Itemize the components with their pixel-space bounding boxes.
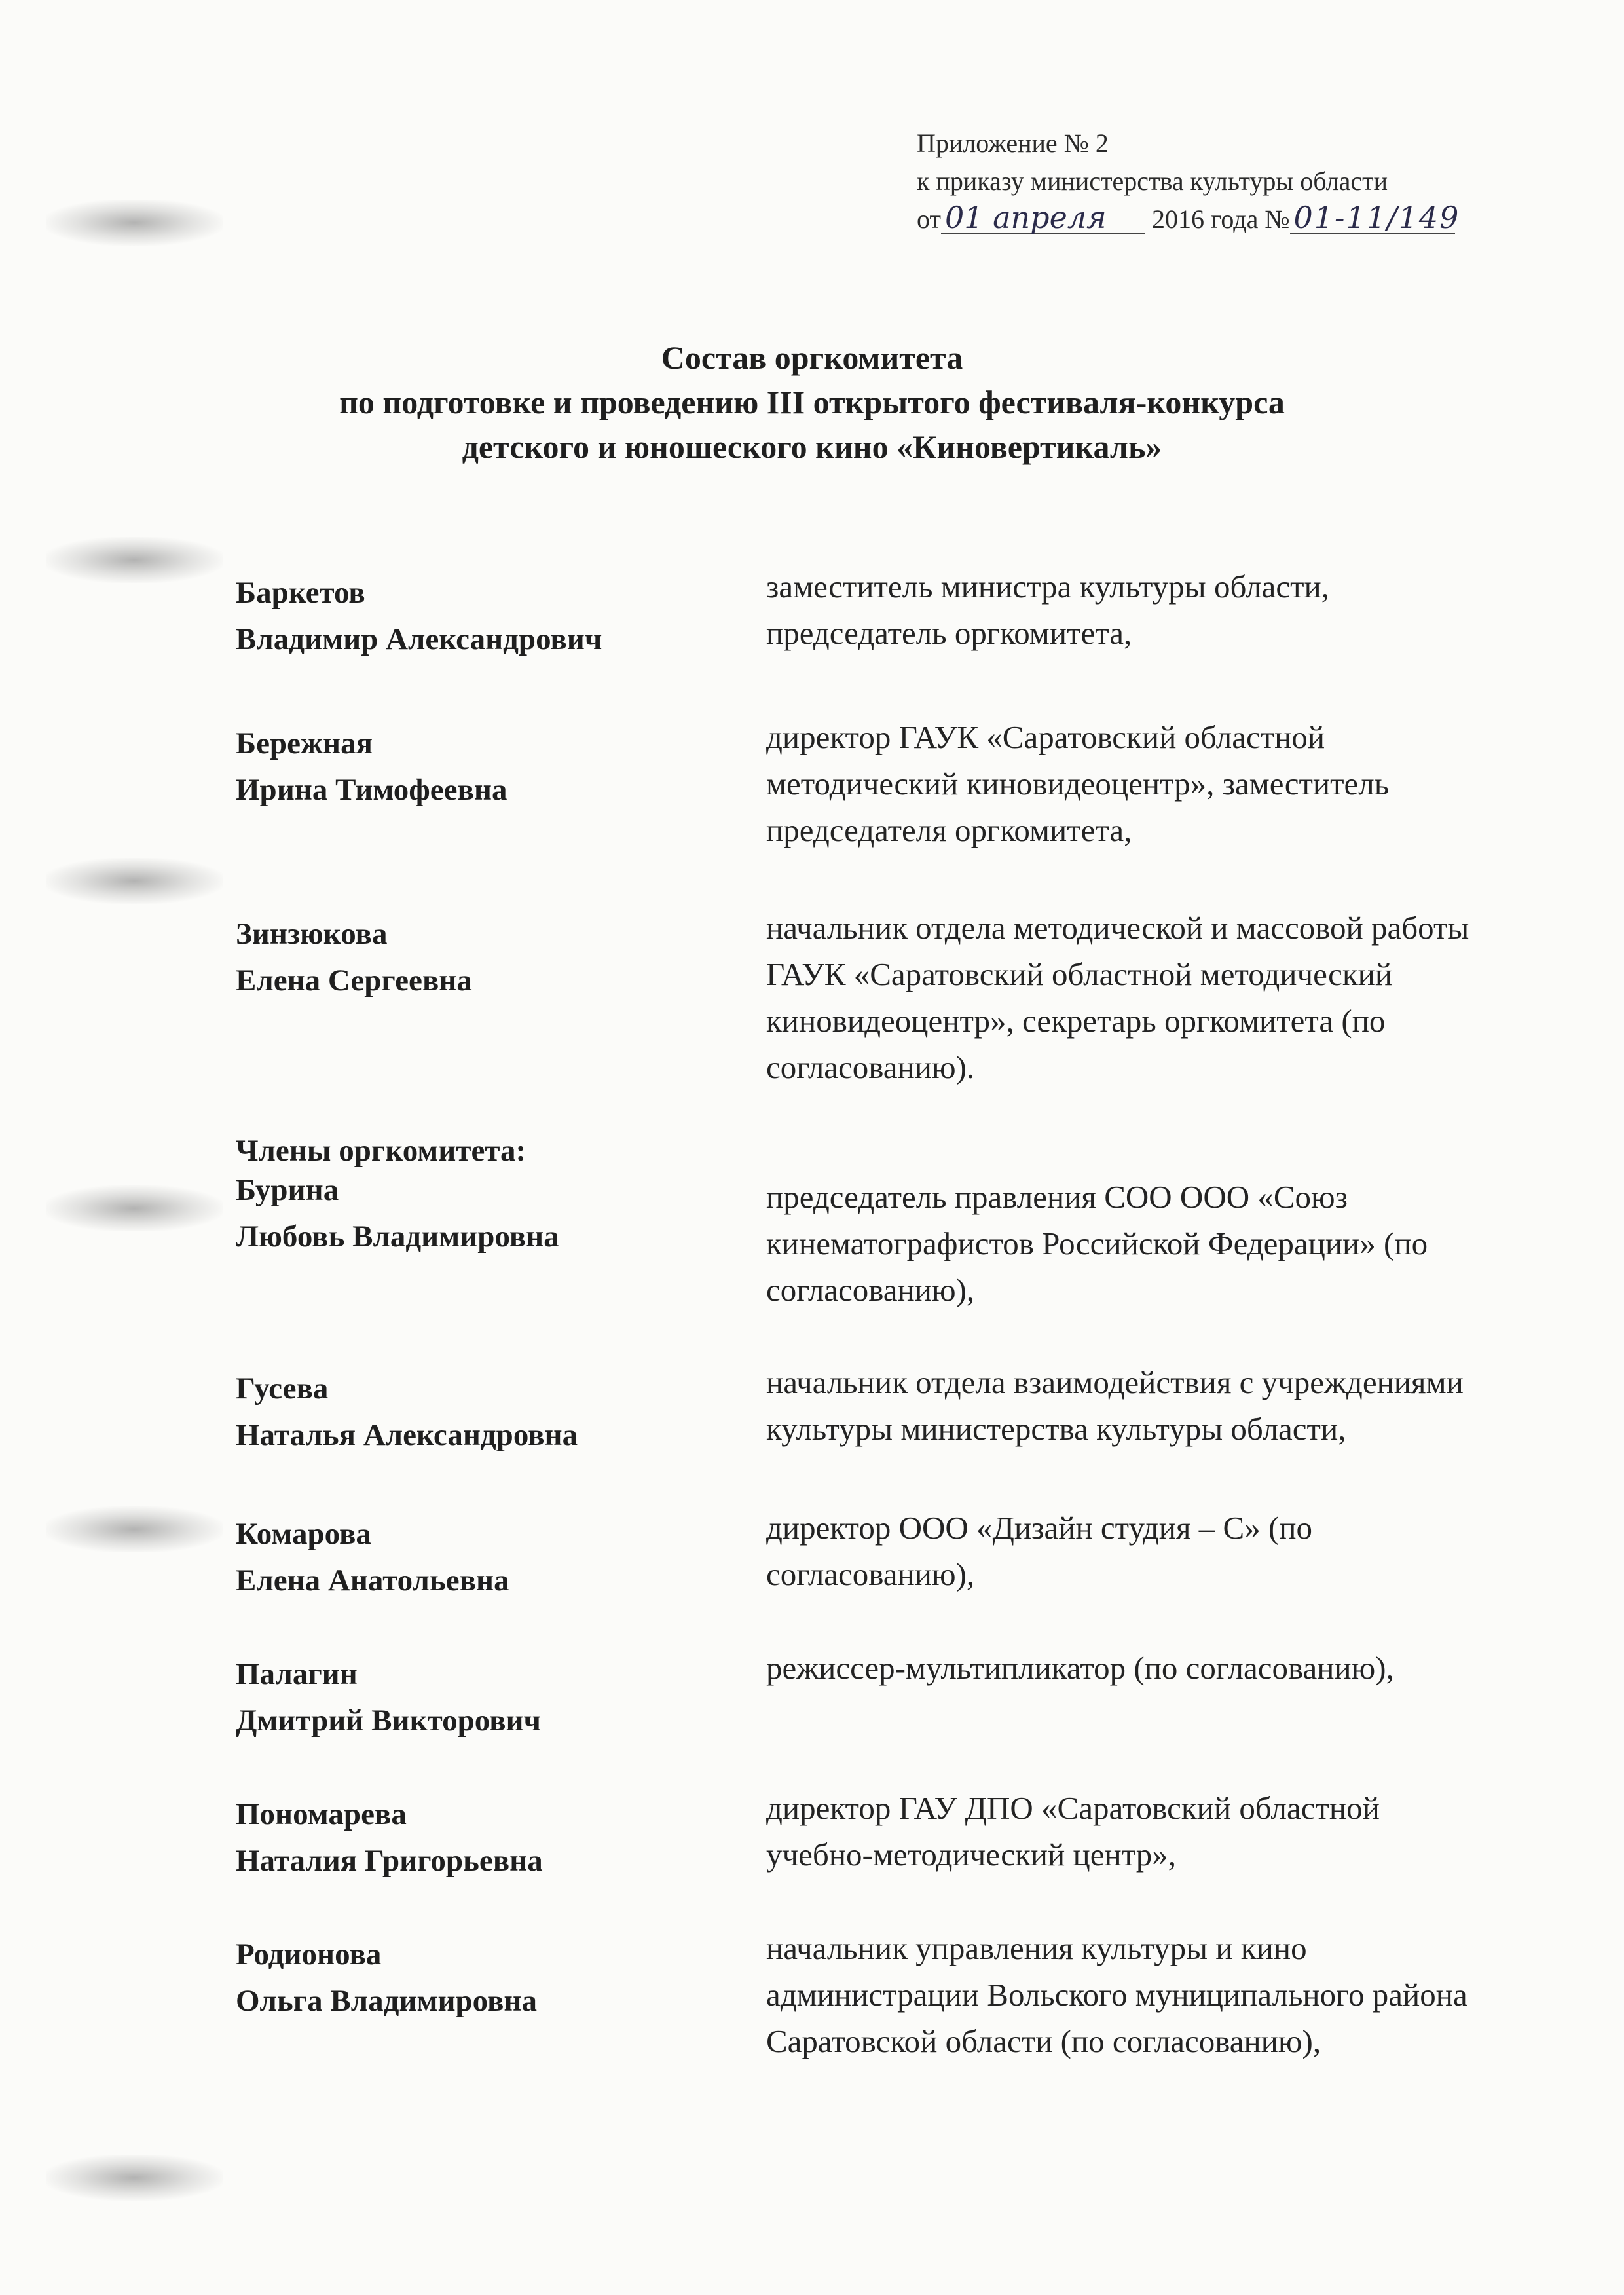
- number-label: №: [1264, 204, 1290, 234]
- title-line-3: детского и юношеского кино «Киновертикаль»: [462, 428, 1162, 465]
- handwritten-date: 01 апреля: [941, 202, 1145, 234]
- person-role: директор ГАУК «Саратовский областной методический киновидеоцентр», заместитель председателя оргкомитета,: [766, 719, 1390, 848]
- given-names: Наталия Григорьевна: [236, 1844, 543, 1878]
- scan-smudge: [46, 537, 223, 583]
- person-role: режиссер-мультипликатор (по согласованию),: [766, 1650, 1394, 1686]
- list-item: [236, 1359, 1480, 1459]
- given-names: Владимир Александрович: [236, 622, 602, 656]
- scan-smudge: [46, 200, 223, 246]
- scan-smudge: [46, 1506, 223, 1552]
- person-name: [236, 1359, 766, 1459]
- surname: Зинзюкова: [236, 917, 388, 951]
- scan-smudge: [46, 858, 223, 904]
- person-name: [236, 1504, 766, 1604]
- surname: Бережная: [236, 726, 373, 760]
- surname: Палагин: [236, 1657, 358, 1691]
- given-names: Любовь Владимировна: [236, 1220, 559, 1254]
- list-item: [236, 1645, 1480, 1744]
- year-text: 2016 года: [1151, 204, 1259, 234]
- surname: Родионова: [236, 1937, 382, 1971]
- appendix-line-3: [917, 200, 1460, 238]
- leadership-list: [236, 563, 1480, 1142]
- given-names: Ольга Владимировна: [236, 1984, 537, 2018]
- title-line-1: Состав оргкомитета: [661, 339, 963, 376]
- person-name: [236, 1645, 766, 1744]
- given-names: Елена Анатольевна: [236, 1563, 509, 1597]
- members-list: [236, 1161, 1480, 2116]
- surname: Бурина: [236, 1173, 339, 1207]
- surname: Пономарева: [236, 1797, 407, 1831]
- person-name: [236, 905, 766, 1091]
- given-names: Ирина Тимофеевна: [236, 773, 507, 807]
- from-label: от: [917, 204, 941, 234]
- person-role: начальник отдела взаимодействия с учреждениями культуры министерства культуры области,: [766, 1364, 1464, 1447]
- person-name: [236, 714, 766, 853]
- surname: Комарова: [236, 1517, 371, 1551]
- appendix-line-1: Приложение № 2: [917, 128, 1109, 158]
- list-item: [236, 714, 1480, 853]
- list-item: [236, 905, 1480, 1091]
- given-names: Дмитрий Викторович: [236, 1704, 542, 1738]
- given-names: Елена Сергеевна: [236, 963, 472, 998]
- person-name: [236, 1785, 766, 1884]
- surname: Баркетов: [236, 576, 365, 610]
- list-item: [236, 1504, 1480, 1604]
- person-role: директор ООО «Дизайн студия – С» (по согласованию),: [766, 1510, 1313, 1592]
- person-role: заместитель министра культуры области, председатель оргкомитета,: [766, 569, 1329, 651]
- surname: Гусева: [236, 1371, 329, 1406]
- person-role: председатель правления СОО ООО «Союз кинематографистов Российской Федерации» (по согласованию),: [766, 1179, 1428, 1308]
- title-line-2: по подготовке и проведению III открытого фестиваля-конкурса: [339, 384, 1285, 420]
- list-item: [236, 1161, 1480, 1313]
- document-title: [0, 335, 1624, 469]
- scan-smudge: [46, 2155, 223, 2201]
- list-item: [236, 1785, 1480, 1884]
- handwritten-order-number: 01-11/149: [1290, 202, 1455, 234]
- appendix-line-2: к приказу министерства культуры области: [917, 166, 1388, 196]
- person-name: [236, 1925, 766, 2064]
- members-section-label: Члены оргкомитета:: [236, 1134, 526, 1168]
- person-name: [236, 563, 766, 663]
- given-names: Наталья Александровна: [236, 1418, 578, 1452]
- person-name: [236, 1161, 766, 1313]
- list-item: [236, 1925, 1480, 2064]
- scan-smudge: [46, 1185, 223, 1231]
- person-role: начальник отдела методической и массовой работы ГАУК «Саратовский областной методический киновидеоцентр», секретарь оргкомитета (по согласованию).: [766, 910, 1469, 1085]
- list-item: [236, 563, 1480, 663]
- appendix-block: [917, 124, 1460, 238]
- person-role: директор ГАУ ДПО «Саратовский областной учебно-методический центр»,: [766, 1790, 1380, 1873]
- person-role: начальник управления культуры и кино администрации Вольского муниципального района Саратовской области (по согласованию),: [766, 1930, 1467, 2059]
